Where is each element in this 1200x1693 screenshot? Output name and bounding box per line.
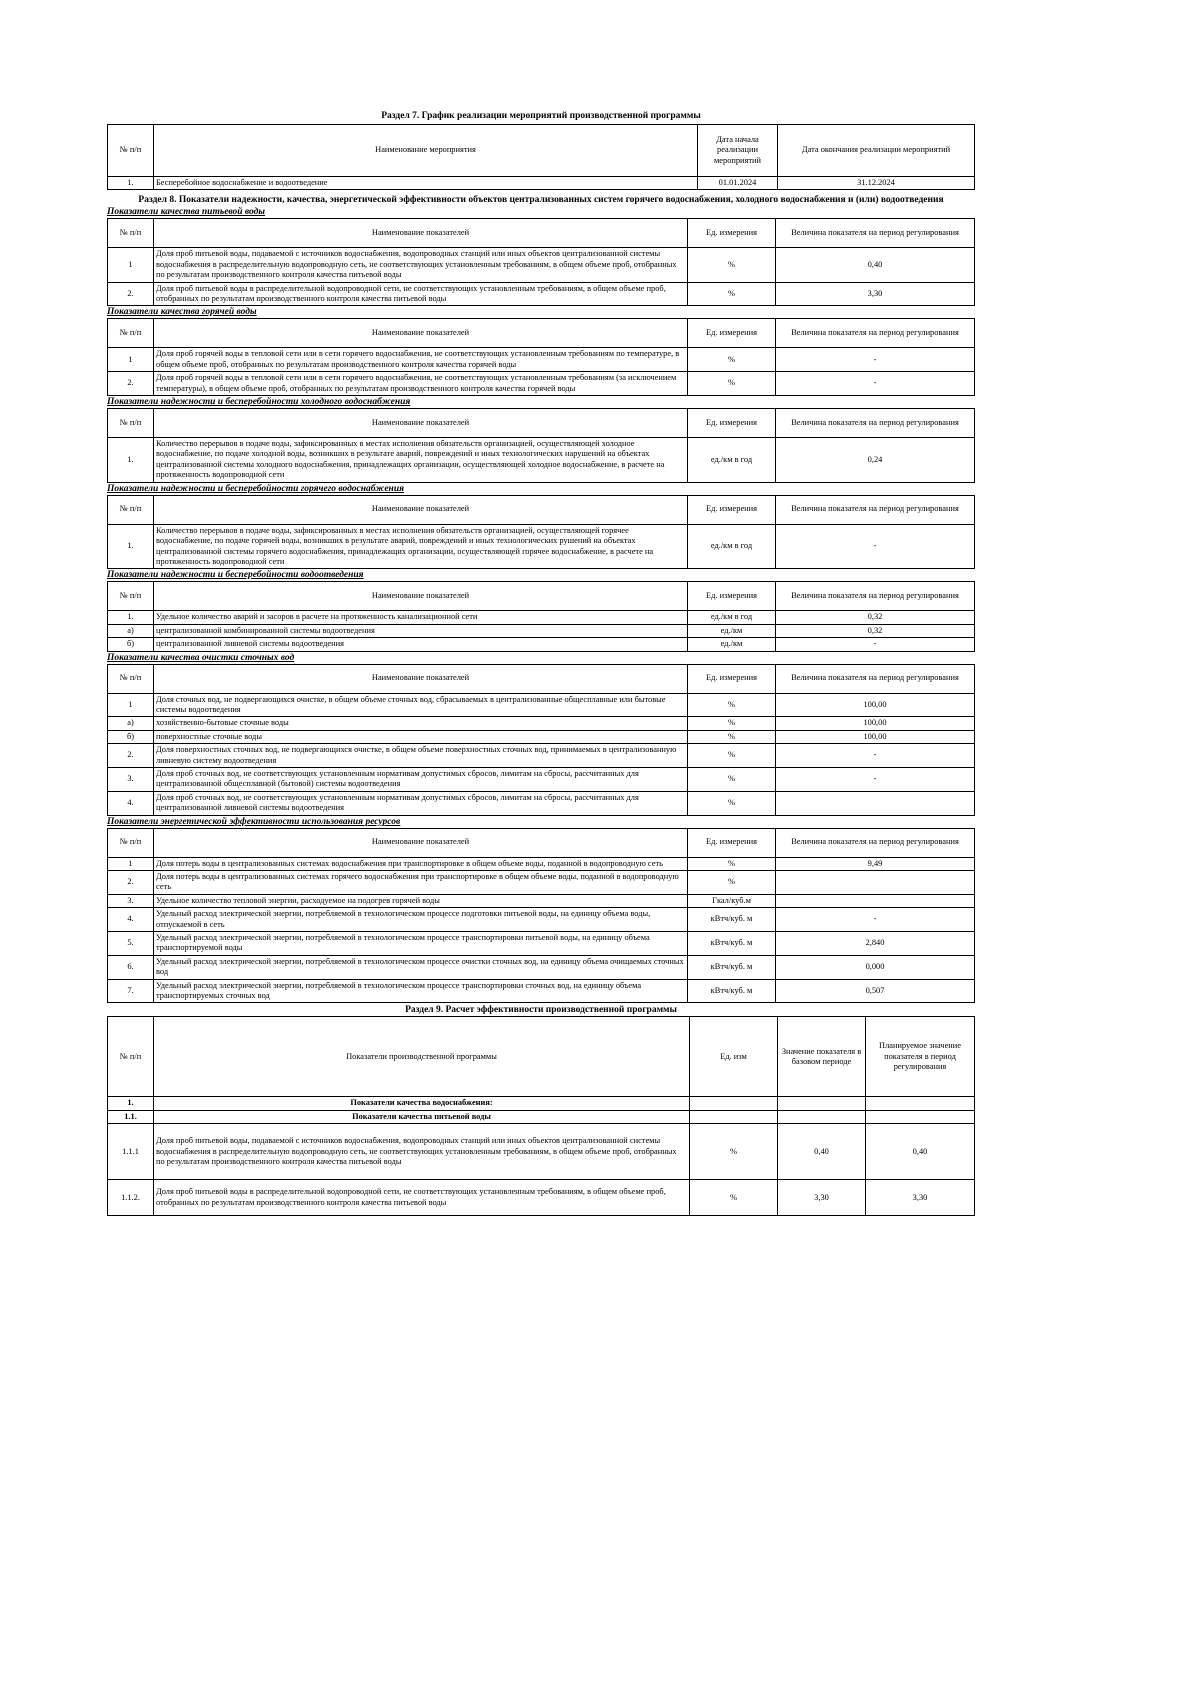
indicator-value: 0,40 <box>776 248 975 282</box>
column-header: Показатели производственной программы <box>154 1017 690 1097</box>
indicator-value: 2,840 <box>776 932 975 956</box>
indicator-name: Доля проб сточных вод, не соответствующих установленным нормативам допустимых сбросов, лимитам на сбросы, рассчитанных для централизованной ливневой системы водоотведения <box>154 791 688 815</box>
table-row <box>108 932 975 956</box>
column-header: Наименование показателей <box>154 219 688 248</box>
table-header-row <box>108 125 975 177</box>
unit: ед./км в год <box>688 438 776 483</box>
column-header: Ед. измерения <box>688 828 776 857</box>
unit: кВтч/куб. м <box>688 955 776 979</box>
row-number: 1.1.2. <box>108 1180 154 1216</box>
column-header: Ед. измерения <box>688 582 776 611</box>
row-number: б) <box>108 730 154 743</box>
table-row <box>108 693 975 717</box>
indicator-value: 100,00 <box>776 693 975 717</box>
indicator-name: Доля проб питьевой воды, подаваемой с источников водоснабжения, водопроводных станций или иных объектов централизованной системы водоснабжения в распределительную водопроводную сеть, не соответствующих установленным требованиям, в общем объеме проб, отобранных по результатам производственного контроля качества питьевой воды <box>154 248 688 282</box>
unit: % <box>688 871 776 895</box>
row-number: а) <box>108 717 154 730</box>
table-row <box>108 1124 975 1180</box>
table-row <box>108 611 975 624</box>
indicator-name: Удельное количество тепловой энергии, расходуемое на подогрев горячей воды <box>154 894 688 907</box>
indicator-value: - <box>776 524 975 569</box>
indicator-value: - <box>776 767 975 791</box>
row-number: 3. <box>108 894 154 907</box>
unit: % <box>688 767 776 791</box>
indicator-name: Удельный расход электрической энергии, потребляемой в технологическом процессе подготовки питьевой воды, на единицу объема воды, отпускаемой в сеть <box>154 908 688 932</box>
table-row <box>108 524 975 569</box>
block-caption: Показатели качества очистки сточных вод <box>107 652 295 663</box>
column-header: № п/п <box>108 409 154 438</box>
planned-value: 3,30 <box>866 1180 975 1216</box>
column-header: Ед. изм <box>690 1017 778 1097</box>
indicator-value: 100,00 <box>776 730 975 743</box>
table-header-row <box>108 495 975 524</box>
column-header: Величина показателя на период регулирования <box>776 495 975 524</box>
indicator-name: Доля поверхностных сточных вод, не подвергающихся очистке, в общем объеме поверхностных сточных вод, принимаемых в централизованную ливневую систему водоотведения <box>154 744 688 768</box>
indicator-value: 0,32 <box>776 624 975 637</box>
row-number: 1. <box>108 1097 154 1110</box>
row-number: б) <box>108 638 154 651</box>
table-header-row <box>108 828 975 857</box>
row-number: 6. <box>108 955 154 979</box>
row-number: 4. <box>108 791 154 815</box>
table-row <box>108 438 975 483</box>
group-title: Показатели качества питьевой воды <box>154 1110 690 1123</box>
indicator-name: Доля потерь воды в централизованных системах горячего водоснабжения при транспортировке в общем объеме воды, поданной в водопроводную сеть <box>154 871 688 895</box>
indicator-value: - <box>776 372 975 396</box>
group-title: Показатели качества водоснабжения: <box>154 1097 690 1110</box>
column-header: Планируемое значение показателя в период регулирования <box>866 1017 975 1097</box>
block-caption: Показатели надежности и бесперебойности водоотведения <box>107 570 364 581</box>
table-row <box>108 348 975 372</box>
document <box>107 110 975 1216</box>
row-number: 2. <box>108 282 154 306</box>
indicator-table <box>107 218 975 306</box>
table-row <box>108 248 975 282</box>
column-header: Ед. измерения <box>688 664 776 693</box>
row-number: 1 <box>108 693 154 717</box>
row-number: 1. <box>108 438 154 483</box>
indicator-table <box>107 581 975 651</box>
indicator-name: Доля проб сточных вод, не соответствующих установленным нормативам допустимых сбросов, лимитам на сбросы, рассчитанных для централизованной общесплавной (бытовой) системы водоотведения <box>154 767 688 791</box>
row-number: 2. <box>108 744 154 768</box>
indicator-name: Доля проб питьевой воды в распределительной водопроводной сети, не соответствующих установленным требованиям, в общем объеме проб, отобранных по результатам производственного контроля качества питьевой воды <box>154 282 688 306</box>
indicator-name: Удельный расход электрической энергии, потребляемой в технологическом процессе транспортировки питьевой воды, на единицу объема транспортируемой воды <box>154 932 688 956</box>
table-row <box>108 730 975 743</box>
indicator-name: Количество перерывов в подаче воды, зафиксированных в местах исполнения обязательств организацией, осуществляющей горячее водоснабжение, по подаче горячей воды, возникших в результате аварий, повреждений и иных технологических рушений на объектах централизованной системы горячего водоснабжения, принадлежащих организации, осуществляющей горячее водоснабжение, в расчете на протяженность водопроводной сети <box>154 524 688 569</box>
indicator-value <box>776 791 975 815</box>
indicator-value: - <box>776 908 975 932</box>
column-header: Ед. измерения <box>688 219 776 248</box>
unit: ед./км в год <box>688 524 776 569</box>
unit: % <box>688 791 776 815</box>
column-header: Ед. измерения <box>688 319 776 348</box>
indicator-value: 0,507 <box>776 979 975 1003</box>
table-header-row <box>108 319 975 348</box>
row-number: 5. <box>108 932 154 956</box>
column-header: № п/п <box>108 664 154 693</box>
table-row <box>108 857 975 870</box>
row-number: 1 <box>108 248 154 282</box>
row-number: 1 <box>108 857 154 870</box>
indicator-name: Доля проб горячей воды в тепловой сети или в сети горячего водоснабжения, не соответствующих установленным требованиям (за исключением температуры), в общем объеме проб, отобранных по результатам производственного контроля качества горячей воды <box>154 372 688 396</box>
base-value: 0,40 <box>778 1124 866 1180</box>
table-row <box>108 894 975 907</box>
indicator-table <box>107 664 975 816</box>
unit: % <box>690 1124 778 1180</box>
table-row <box>108 955 975 979</box>
indicator-name: хозяйственно-бытовые сточные воды <box>154 717 688 730</box>
table-header-row <box>108 409 975 438</box>
indicator-value: 3,30 <box>776 282 975 306</box>
unit: ед./км <box>688 624 776 637</box>
block-caption: Показатели надежности и бесперебойности холодного водоснабжения <box>107 397 411 408</box>
column-header: Дата окончания реализации мероприятий <box>778 125 975 177</box>
row-number: 3. <box>108 767 154 791</box>
column-header: Величина показателя на период регулирования <box>776 409 975 438</box>
indicator-name: централизованной ливневой системы водоотведения <box>154 638 688 651</box>
unit: кВтч/куб. м <box>688 932 776 956</box>
indicator-value <box>776 894 975 907</box>
column-header: Ед. измерения <box>688 495 776 524</box>
unit: % <box>688 717 776 730</box>
indicator-value: - <box>776 638 975 651</box>
unit: % <box>688 248 776 282</box>
start-date: 01.01.2024 <box>698 177 778 190</box>
block-caption: Показатели качества питьевой воды <box>107 207 265 218</box>
planned-value: 0,40 <box>866 1124 975 1180</box>
table-row <box>108 1180 975 1216</box>
section-7-title: Раздел 7. График реализации мероприятий производственной программы <box>381 111 701 121</box>
column-header: № п/п <box>108 828 154 857</box>
indicator-value <box>776 871 975 895</box>
column-header: Наименование показателей <box>154 828 688 857</box>
unit: % <box>688 857 776 870</box>
row-number: 2. <box>108 871 154 895</box>
column-header: Дата начала реализации мероприятий <box>698 125 778 177</box>
row-number: 1. <box>108 524 154 569</box>
column-header: Наименование показателей <box>154 319 688 348</box>
indicator-value: - <box>776 348 975 372</box>
event-name: Бесперебойное водоснабжение и водоотведение <box>154 177 698 190</box>
column-header: Величина показателя на период регулирования <box>776 219 975 248</box>
end-date: 31.12.2024 <box>778 177 975 190</box>
row-number: 1 <box>108 348 154 372</box>
table-header-row <box>108 1017 975 1097</box>
table-row <box>108 979 975 1003</box>
row-number: 1. <box>108 611 154 624</box>
column-header: Наименование показателей <box>154 495 688 524</box>
base-value: 3,30 <box>778 1180 866 1216</box>
column-header: Ед. измерения <box>688 409 776 438</box>
section-9-table <box>107 1016 975 1216</box>
indicator-name: Доля проб питьевой воды, подаваемой с источников водоснабжения, водопроводных станций или иных объектов централизованной системы водоснабжения в распределительную водопроводную сеть, не соответствующих установленным требованиям, в общем объеме проб, отобранных по результатам производственного контроля качества питьевой воды <box>154 1124 690 1180</box>
indicator-name: Удельный расход электрической энергии, потребляемой в технологическом процессе транспортировки сточных вод, на единицу объема транспортируемых сточных вод <box>154 979 688 1003</box>
unit: % <box>688 282 776 306</box>
indicator-value: 0,000 <box>776 955 975 979</box>
row-number: 1.1. <box>108 1110 154 1123</box>
table-header-row <box>108 219 975 248</box>
column-header: Величина показателя на период регулирования <box>776 319 975 348</box>
indicator-table <box>107 828 975 1004</box>
section-7-table <box>107 124 975 190</box>
unit: ед./км <box>688 638 776 651</box>
indicator-value: - <box>776 744 975 768</box>
unit: % <box>690 1180 778 1216</box>
unit: Гкал/куб.м <box>688 894 776 907</box>
indicator-name: Доля проб горячей воды в тепловой сети или в сети горячего водоснабжения, не соответствующих установленным требованиям по температуре, в общем объеме проб, отобранных по результатам производственного контроля качества горячей воды <box>154 348 688 372</box>
indicator-name: поверхностные сточные воды <box>154 730 688 743</box>
table-row <box>108 791 975 815</box>
column-header: Наименование показателей <box>154 582 688 611</box>
row-number: 7. <box>108 979 154 1003</box>
column-header: № п/п <box>108 219 154 248</box>
column-header: № п/п <box>108 582 154 611</box>
column-header: № п/п <box>108 319 154 348</box>
indicator-name: Удельное количество аварий и засоров в расчете на протяженность канализационной сети <box>154 611 688 624</box>
indicator-value: 100,00 <box>776 717 975 730</box>
table-row <box>108 717 975 730</box>
unit: % <box>688 693 776 717</box>
unit: % <box>688 372 776 396</box>
section-8-blocks <box>107 206 975 1003</box>
row-number: 4. <box>108 908 154 932</box>
column-header: Наименование показателей <box>154 664 688 693</box>
column-header: № п/п <box>108 125 154 177</box>
table-row <box>108 638 975 651</box>
indicator-name: Доля сточных вод, не подвергающихся очистке, в общем объеме сточных вод, сбрасываемых в централизованные общесплавные или бытовые системы водоотведения <box>154 693 688 717</box>
row-number: 1.1.1 <box>108 1124 154 1180</box>
table-row <box>108 282 975 306</box>
indicator-name: Доля проб питьевой воды в распределительной водопроводной сети, не соответствующих установленным требованиям, в общем объеме проб, отобранных по результатам производственного контроля качества питьевой воды <box>154 1180 690 1216</box>
column-header: Наименование мероприятия <box>154 125 698 177</box>
table-header-row <box>108 582 975 611</box>
indicator-name: Удельный расход электрической энергии, потребляемой в технологическом процессе очистки сточных вод, на единицу объема очищаемых сточных вод <box>154 955 688 979</box>
indicator-value: 9,49 <box>776 857 975 870</box>
column-header: Величина показателя на период регулирования <box>776 582 975 611</box>
table-row <box>108 908 975 932</box>
unit: ед./км в год <box>688 611 776 624</box>
indicator-table <box>107 495 975 570</box>
column-header: № п/п <box>108 495 154 524</box>
column-header: Наименование показателей <box>154 409 688 438</box>
row-number: 1. <box>108 177 154 190</box>
indicator-table <box>107 318 975 396</box>
row-number: 2. <box>108 372 154 396</box>
indicator-value: 0,24 <box>776 438 975 483</box>
table-header-row <box>108 664 975 693</box>
indicator-name: Количество перерывов в подаче воды, зафиксированных в местах исполнения обязательств организацией, осуществляющей холодное водоснабжение, по подаче холодной воды, возникших в результате аварий, повреждений и иных технологических нарушений на объектах централизованной системы холодного водоснабжения, принадлежащих организации, осуществляющей холодное водоснабжение, в расчете на протяженность водопроводной сети <box>154 438 688 483</box>
indicator-name: Доля потерь воды в централизованных системах водоснабжения при транспортировке в общем объеме воды, поданной в водопроводную сеть <box>154 857 688 870</box>
unit: % <box>688 730 776 743</box>
column-header: Величина показателя на период регулирования <box>776 664 975 693</box>
group-row <box>108 1110 975 1123</box>
table-row <box>108 744 975 768</box>
unit: кВтч/куб. м <box>688 979 776 1003</box>
block-caption: Показатели энергетической эффективности использования ресурсов <box>107 816 401 827</box>
table-row <box>108 177 975 190</box>
indicator-value: 0,32 <box>776 611 975 624</box>
group-row <box>108 1097 975 1110</box>
section-9-title: Раздел 9. Расчет эффективности производственной программы <box>405 1005 677 1016</box>
section-8-title: Раздел 8. Показатели надежности, качества, энергетической эффективности объектов централизованных систем горячего водоснабжения, холодного водоснабжения и (или) водоотведения <box>138 195 944 206</box>
block-caption: Показатели надежности и бесперебойности горячего водоснабжения <box>107 483 405 494</box>
table-row <box>108 767 975 791</box>
indicator-table <box>107 408 975 483</box>
table-row <box>108 871 975 895</box>
unit: кВтч/куб. м <box>688 908 776 932</box>
row-number: а) <box>108 624 154 637</box>
unit: % <box>688 744 776 768</box>
column-header: Величина показателя на период регулирования <box>776 828 975 857</box>
table-row <box>108 372 975 396</box>
indicator-name: централизованной комбинированной системы водоотведения <box>154 624 688 637</box>
table-row <box>108 624 975 637</box>
unit: % <box>688 348 776 372</box>
block-caption: Показатели качества горячей воды <box>107 307 257 318</box>
column-header: Значение показателя в базовом периоде <box>778 1017 866 1097</box>
column-header: № п/п <box>108 1017 154 1097</box>
